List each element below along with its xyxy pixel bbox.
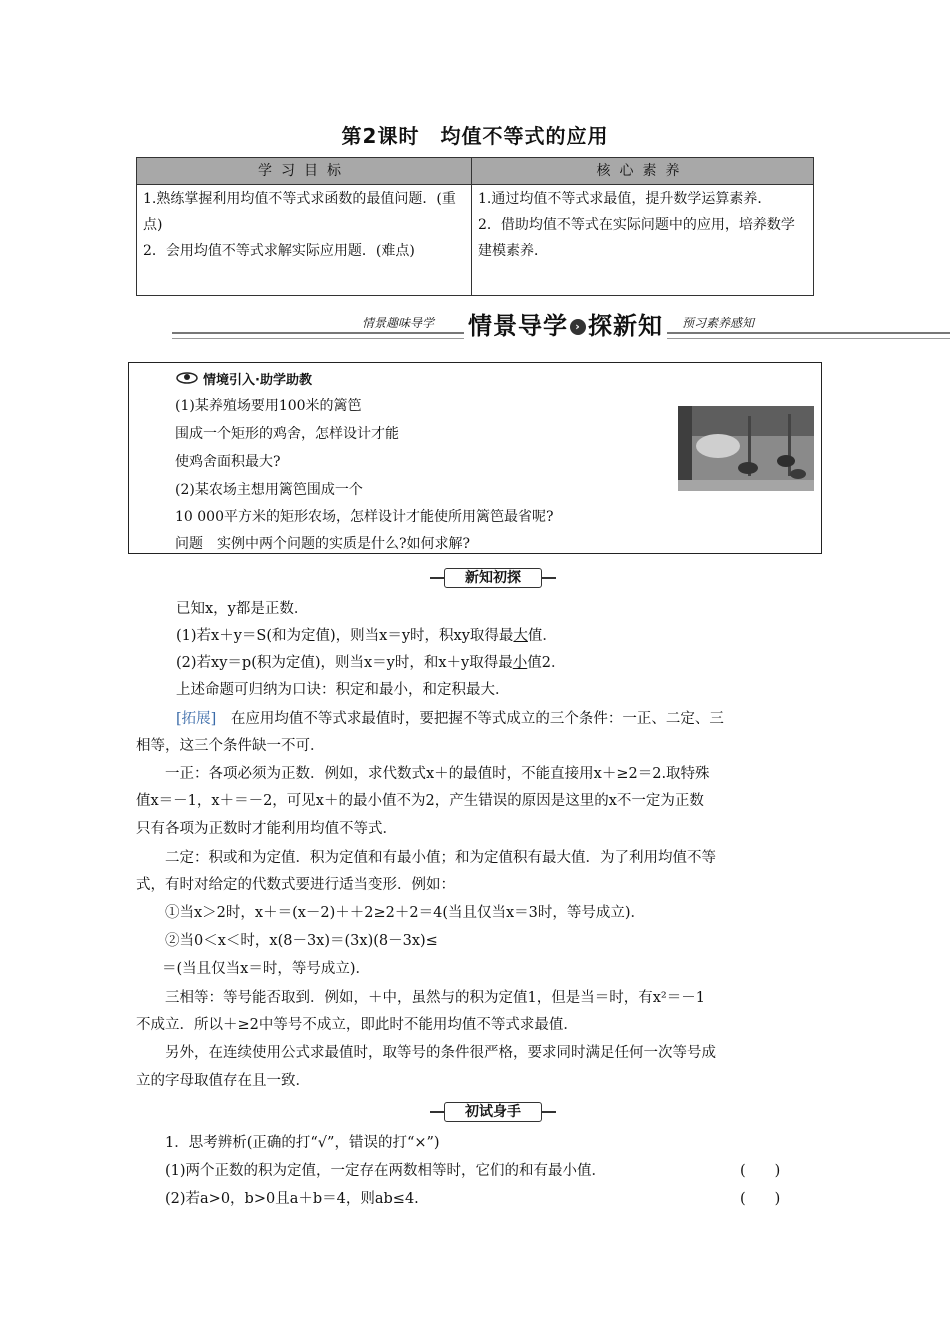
banner-right-caption: 预习素养感知	[678, 314, 758, 331]
section-heading-new-knowledge	[430, 568, 556, 588]
objective-item: 2．会用均值不等式求解实际应用题．(难点)	[143, 243, 415, 259]
underlined-answer: 小	[512, 655, 528, 671]
scene-intro-box	[128, 362, 822, 554]
body-line: ①当x＞2时，x＋＝(x－2)＋＋2≥2＋2＝4(当且仅当x＝3时，等号成立)．	[136, 905, 646, 921]
body-line: 一正：各项必须为正数．例如，求代数式x＋的最值时，不能直接用x＋≥2＝2.取特殊	[136, 766, 710, 782]
underlined-answer: 大	[513, 628, 528, 644]
section-heading-text: 初试身手	[465, 1104, 521, 1120]
body-line	[176, 623, 856, 650]
goals-header-objectives: 学习目标	[137, 158, 472, 185]
scene-line: 围成一个矩形的鸡舍，怎样设计才能	[175, 426, 399, 442]
exercise-item	[136, 1158, 816, 1185]
banner-main-text-2: 探新知	[588, 312, 663, 340]
section-heading-text: 新知初探	[465, 570, 521, 586]
body-line: 已知x，y都是正数．	[176, 601, 309, 617]
heading-bar-right	[542, 1111, 556, 1113]
answer-blank[interactable]: ( )	[740, 1163, 781, 1179]
chicken-farm-photo	[678, 406, 814, 491]
body-line	[176, 706, 856, 733]
extension-tag: [拓展]	[176, 711, 217, 727]
body-line: 另外，在连续使用公式求最值时，取等号的条件很严格，要求同时满足任何一次等号成	[136, 1045, 716, 1061]
lesson-title: 第2课时 均值不等式的应用	[341, 124, 609, 148]
exercise-item	[136, 1186, 816, 1213]
scene-heading: 情境引入·助学助教	[203, 373, 312, 388]
competency-item: 1.通过均值不等式求最值，提升数学运算素养．	[478, 191, 772, 207]
competency-item: 2．借助均值不等式在实际问题中的应用，培养数学建模素养．	[478, 217, 795, 259]
heading-bar-right	[542, 577, 556, 579]
body-line: ②当0＜x＜时，x(8－3x)＝(3x)(8－3x)≤	[136, 933, 438, 949]
goals-table	[136, 157, 814, 296]
competencies-cell	[472, 185, 814, 296]
heading-bar-left	[430, 577, 444, 579]
exercise-item-text: (2)若a>0，b>0且a＋b＝4，则ab≤4.	[136, 1191, 419, 1207]
body-line: ＝(当且仅当x＝时，等号成立)．	[162, 961, 370, 977]
banner-main-text: 情景导学	[468, 312, 568, 340]
text-fragment: 值．	[527, 628, 557, 644]
scene-line: 10 000平方米的矩形农场，怎样设计才能使所用篱笆最省呢?	[175, 509, 554, 525]
scene-line: (1)某养殖场要用100米的篱笆	[175, 398, 362, 414]
body-line: 不成立．所以＋≥2中等号不成立，即此时不能用均值不等式求最值．	[136, 1017, 578, 1033]
section-heading-try	[430, 1102, 556, 1122]
goals-header-competencies: 核心素养	[472, 158, 814, 185]
scene-line: 使鸡舍面积最大?	[175, 454, 281, 470]
exercise-item-text: (1)两个正数的积为定值，一定存在两数相等时，它们的和有最小值．	[136, 1163, 607, 1179]
text-fragment: (2)若xy＝p(积为定值)，则当x＝y时，和x＋y取得最	[176, 655, 513, 671]
scene-line: (2)某农场主想用篱笆围成一个	[175, 482, 363, 498]
body-line: 只有各项为正数时才能利用均值不等式．	[136, 821, 397, 837]
scene-intro-icon	[175, 369, 199, 385]
body-line: 值x＝－1，x＋＝－2，可见x＋的最小值不为2，产生错误的原因是这里的x不一定为正数	[136, 793, 704, 809]
objective-item: 1.熟练掌握利用均值不等式求函数的最值问题．(重点)	[143, 191, 456, 233]
text-fragment: 值2．	[527, 655, 566, 671]
text-fragment: 在应用均值不等式求最值时，要把握不等式成立的三个条件：一正、二定、三	[216, 711, 724, 727]
section-banner	[172, 306, 950, 340]
banner-main	[464, 306, 667, 341]
exercise-question: 1．思考辨析(正确的打“√”，错误的打“×”)	[136, 1135, 440, 1151]
scene-line: 问题 实例中两个问题的实质是什么?如何求解?	[175, 536, 471, 552]
arrow-right-icon: ›	[570, 319, 586, 335]
body-line: 立的字母取值存在且一致．	[136, 1073, 310, 1089]
body-line: 二定：积或和为定值．积为定值和有最小值；和为定值积有最大值．为了利用均值不等	[136, 850, 716, 866]
objectives-cell	[137, 185, 472, 296]
body-line: 式，有时对给定的代数式要进行适当变形．例如：	[136, 877, 455, 893]
text-fragment: (1)若x＋y＝S(和为定值)，则当x＝y时，积xy取得最	[176, 628, 514, 644]
body-line: 三相等：等号能否取到．例如，＋中，虽然与的积为定值1，但是当＝时，有x²＝－1	[136, 990, 705, 1006]
body-line: 相等，这三个条件缺一不可．	[136, 738, 325, 754]
answer-blank[interactable]: ( )	[740, 1191, 781, 1207]
body-line	[176, 650, 856, 677]
heading-bar-left	[430, 1111, 444, 1113]
body-line: 上述命题可归纳为口诀：积定和最小，和定积最大．	[176, 682, 510, 698]
banner-left-caption: 情景趣味导学	[358, 314, 438, 331]
